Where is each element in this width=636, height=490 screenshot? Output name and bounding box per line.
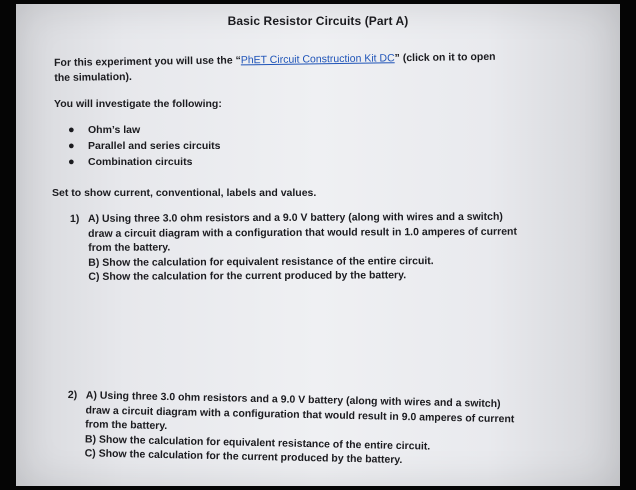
settings-line: Set to show current, conventional, labels and values. [52, 187, 317, 199]
investigate-label: You will investigate the following: [54, 98, 222, 110]
part-a-current-value: 1.0 [404, 225, 419, 238]
part-a-text-after: amperes of current from the battery. [88, 225, 517, 254]
question-part-a [88, 210, 518, 256]
list-item-text: Parallel and series circuits [88, 140, 221, 152]
question-number: 1) [70, 212, 80, 225]
intro-text-after: ” (click on it to open the simulation). [54, 50, 496, 84]
list-item [68, 155, 221, 169]
bullet-dot-icon: ● [68, 156, 75, 168]
paper-sheet [16, 4, 620, 486]
part-a-text-before: A) Using three 3.0 ohm resistors and a 9.0 V battery (along with wires and a switch) draw a circuit diagram with a configuration that would result in [88, 210, 503, 240]
list-item-text: Ohm’s law [88, 124, 141, 136]
question-body [84, 388, 515, 469]
list-item-text: Combination circuits [88, 156, 193, 168]
question-part-b: B) Show the calculation for equivalent resistance of the entire circuit. [88, 254, 434, 269]
intro-text-before: For this experiment you will use the “ [54, 54, 241, 69]
question-part-c: C) Show the calculation for the current produced by the battery. [88, 269, 407, 283]
topic-list [68, 123, 221, 171]
document [16, 4, 620, 486]
part-a-text-after: amperes of current from the battery. [85, 410, 515, 433]
question-number: 2) [67, 388, 78, 402]
intro-paragraph [54, 50, 514, 86]
phet-simulation-link[interactable]: PhET Circuit Construction Kit DC [240, 52, 395, 67]
list-item [68, 123, 221, 137]
document-title: Basic Resistor Circuits (Part A) [227, 14, 409, 28]
question-part-b: B) Show the calculation for equivalent resistance of the entire circuit. [84, 432, 431, 453]
bullet-dot-icon: ● [68, 140, 75, 152]
list-item [68, 139, 221, 153]
part-a-text-before: A) Using three 3.0 ohm resistors and a 9.0 V battery (along with wires and a switch) draw a circuit diagram with a configuration that would result in [85, 389, 501, 423]
bullet-dot-icon: ● [68, 124, 75, 136]
question-body [88, 210, 518, 285]
part-a-current-value: 9.0 [401, 410, 417, 423]
question-part-c: C) Show the calculation for the current produced by the battery. [84, 447, 403, 467]
